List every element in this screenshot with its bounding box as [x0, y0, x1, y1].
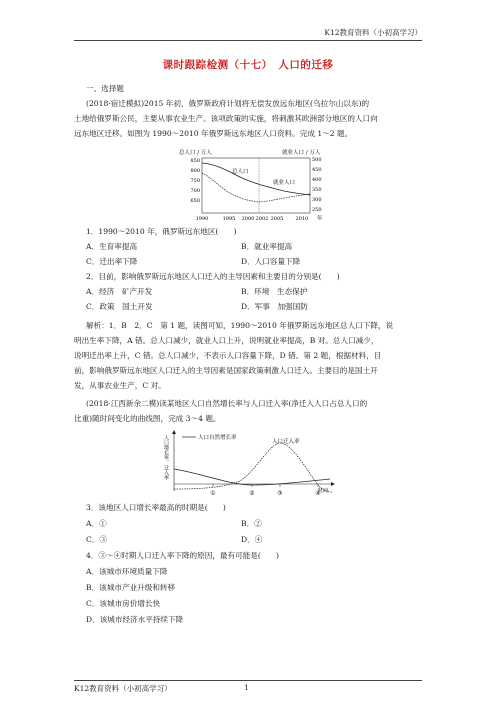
intro2-line2: 比重)随时间变化的曲线图，完成 3～4 题。 [74, 414, 221, 423]
x-unit-time: 时间 [318, 488, 329, 494]
x-tick: 2005 [270, 216, 284, 222]
right-tick: 250 [312, 207, 322, 213]
right-tick: 450 [312, 167, 322, 173]
right-axis-title: 就业人口 / 万人 [282, 150, 321, 156]
population-chart [176, 147, 336, 223]
page-footer [74, 680, 422, 693]
growth-migration-chart [160, 429, 340, 499]
intro1-line1: (2018·宿迁模拟)2015 年初，俄罗斯政府计划将无偿发放远东地区(乌拉尔山以东)的 [86, 99, 370, 108]
x-unit: 年 [317, 216, 323, 222]
q1-option-a: A．生育率提高 [86, 242, 138, 251]
q2-option-c: C．政策 国土开发 [86, 302, 153, 311]
point-4: ④ [315, 490, 321, 497]
intro2-line1: (2018·江西新余二模)读某地区人口自然增长率与人口迁入率(净迁入人口占总人口的 [86, 399, 368, 408]
q1-option-c: C．迁出率下降 [86, 257, 138, 266]
point-1: ① [210, 490, 216, 497]
q2-stem: 2．目前，影响俄罗斯远东地区人口迁入的主导因素和主要目的分别是( ) [86, 272, 340, 281]
point-3: ③ [277, 490, 283, 497]
x-axis-arrow [331, 482, 335, 486]
q1-option-b: B．就业率提高 [241, 242, 293, 251]
page-title: 课时跟踪检测（十七） 人口的迁移 [162, 59, 334, 71]
left-axis-title: 总人口 / 万人 [179, 150, 212, 156]
right-tick: 300 [312, 197, 322, 203]
x-ticks [196, 216, 309, 222]
point-2: ② [249, 490, 255, 497]
q2-option-a: A．经济 矿产开发 [86, 287, 153, 296]
q4-stem: 4．③～④时期人口迁入率下降的原因，最有可能是( ) [86, 551, 280, 560]
explanation-line5: 发，从事农业生产，C 对。 [74, 381, 166, 390]
left-tick: 750 [190, 178, 200, 184]
q2-option-d: D．军事 加强国防 [241, 302, 308, 311]
q4-option-a: A．该城市环境质量下降 [86, 567, 168, 576]
q1-stem: 1．1990～2010 年，俄罗斯远东地区( ) [86, 227, 237, 236]
q4-option-b: B．该城市产业升级和转移 [86, 583, 176, 592]
q2-option-b: B．环境 生态保护 [241, 287, 308, 296]
q3-option-b: B．② [241, 519, 262, 528]
intro1-line3: 远东地区迁移。如图为 1990～2010 年俄罗斯远东地区人口资料。完成 1～2 题。 [74, 129, 353, 138]
legend-migration: 人口迁入率 [272, 439, 300, 445]
footer-text: K12教育资料（小初高学习） [74, 684, 172, 693]
right-tick: 500 [312, 157, 322, 163]
x-tick: 2010 [295, 216, 309, 222]
explanation-line1: 解析：1．B 2．C 第 1 题，读图可知，1990～2010 年俄罗斯远东地区总人口下降，说 [86, 321, 394, 330]
q3-stem: 3．该地区人口增长率最高的时期是( ) [86, 503, 226, 512]
left-tick: 650 [190, 198, 200, 204]
legend-natural: 人口自然增长率 [198, 435, 237, 441]
total-population-line [202, 163, 310, 195]
q4-option-c: C．该城市房价增长快 [86, 599, 161, 608]
explanation-line2: 明出生率下降，A 错。总人口减少，就业人口上升，说明就业率提高，B 对。总人口减少， [74, 336, 379, 345]
y-axis-arrow [172, 430, 176, 434]
q1-option-d: D．人口容量下降 [241, 257, 301, 266]
employed-population-label: 就业人口 [273, 180, 296, 186]
explanation-line3: 说明迁出率上升，C 错。总人口减少，不表示人口容量下降，D 错。第 2 题，根据材料，目 [74, 351, 382, 360]
q3-option-c: C．③ [86, 535, 107, 544]
time-points [210, 484, 320, 497]
total-population-label: 总人口 [232, 169, 249, 175]
natural-growth-line [174, 469, 330, 485]
left-tick: 850 [190, 158, 200, 164]
page-header [74, 26, 422, 41]
page-number: 1 [244, 683, 249, 692]
intro1-line2: 土地给俄罗斯公民，主要从事农业生产。该项政策的实施，将刺激其欧洲部分地区的人口向 [74, 114, 378, 123]
q4-option-d: D．该城市经济水平持续下降 [86, 615, 184, 624]
left-ticks [190, 158, 200, 204]
right-tick: 350 [312, 187, 322, 193]
right-tick: 400 [312, 177, 322, 183]
x-tick: 2000 [241, 216, 255, 222]
explanation-line4: 前，影响俄罗斯远东地区人口迁入的主导因素是国家政策刺激人口迁入。主要目的是国土开 [74, 366, 378, 375]
section-heading: 一、选择题 [86, 84, 124, 93]
y-axis-label: 人口增长率、迁入率 [163, 435, 169, 480]
x-tick: 1995 [222, 216, 236, 222]
right-ticks [312, 157, 322, 213]
header-text: K12教育资料（小初高学习） [324, 28, 422, 37]
x-tick: 2002 [255, 216, 269, 222]
employed-population-line [202, 173, 310, 202]
q3-option-a: A．① [86, 519, 107, 528]
q3-option-d: D．④ [241, 535, 263, 544]
left-tick: 700 [190, 188, 200, 194]
x-tick: 1990 [195, 216, 209, 222]
left-tick: 800 [190, 168, 200, 174]
